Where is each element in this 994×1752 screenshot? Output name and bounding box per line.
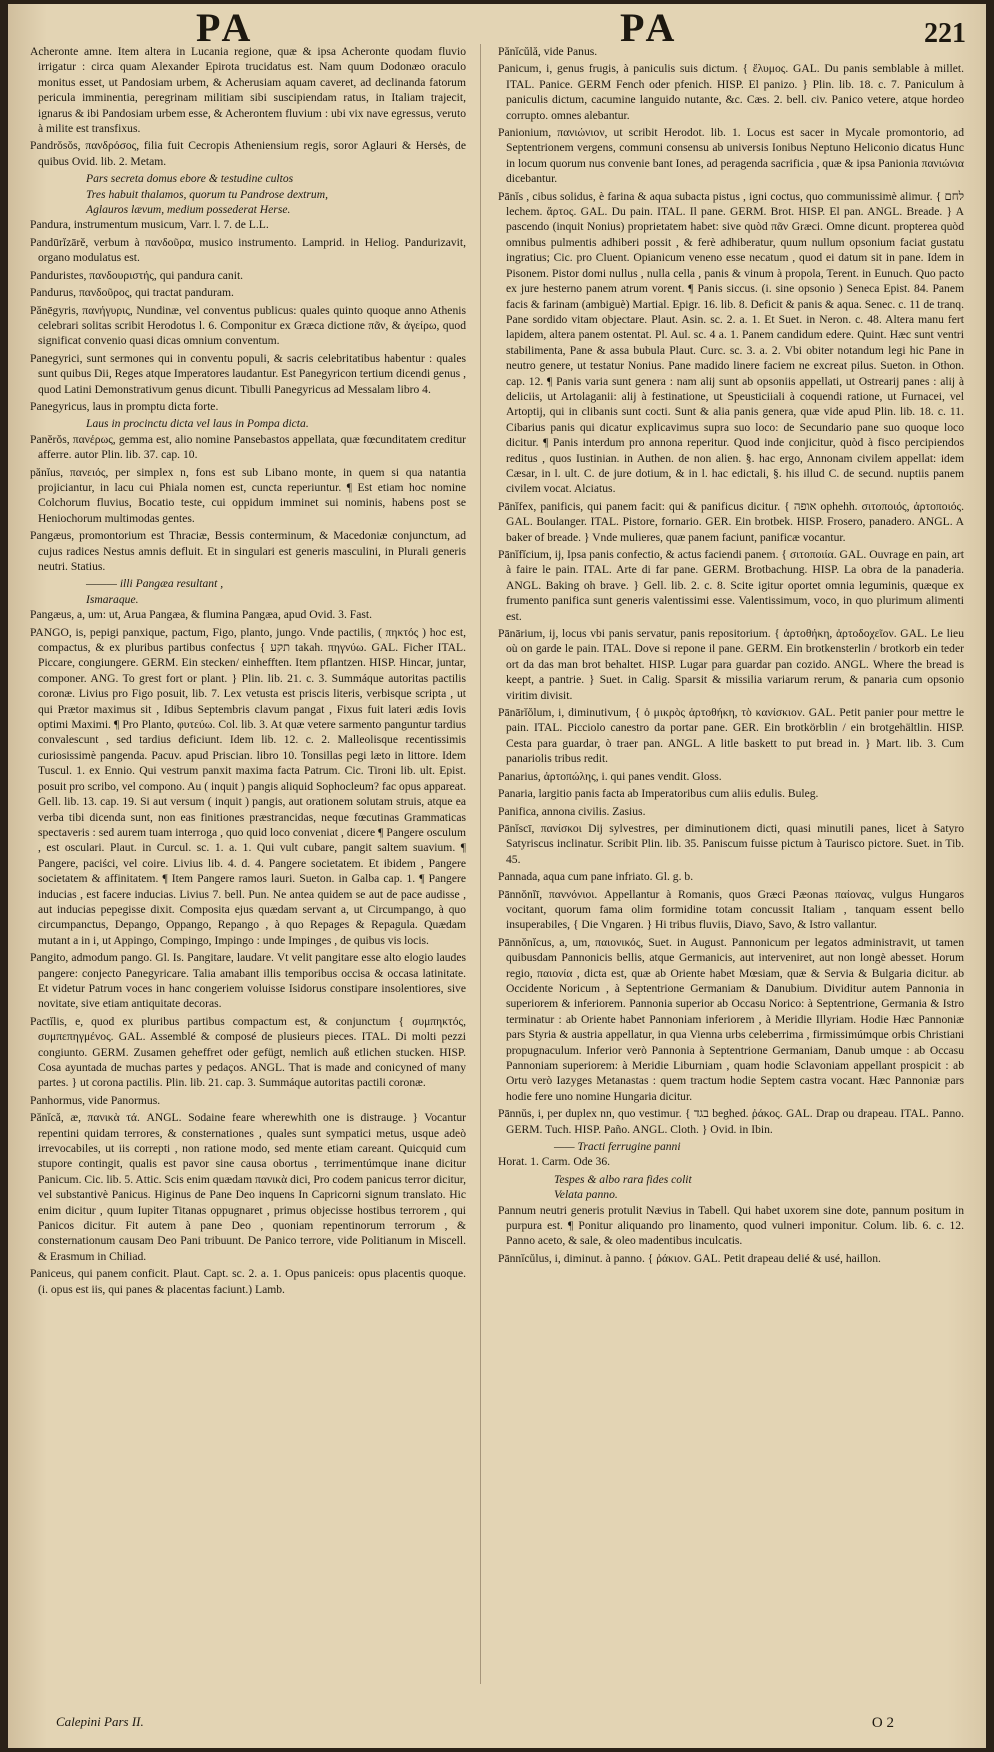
dictionary-entry: Pannada, aqua cum pane infriato. Gl. g. b.: [498, 870, 694, 884]
dictionary-entry: Pānnŭs, i, per duplex nn, quo vestimur. { בגד beghed. ῥάκος. GAL. Drap ou drapeau. ITAL. Panno. GERM. Tuch. HISP. Paño. ANGL. Cloth. } Ovid. in Ibin.: [498, 1107, 964, 1136]
dictionary-entry: Pandūrĭzārĕ, verbum à πανδοῦρα, musico instrumento. Lamprid. in Heliog. Pandurizavit, organo modulatus est.: [30, 235, 466, 265]
dictionary-entry: Pānĭfĭcium, ij, Ipsa panis confectio, & actus faciendi panem. { σιτοποιία. GAL. Ouvrage en pain, art à faire le pain. ITAL. Arte di far pane. GERM. Brotbachung. HISP. La obra de la panaderia. ANGL. Baking oh brave. } Gell. lib. 2. c. 8. Scite igitur oportet omnia leguminis, quæque ex frumento panifica sunt generis valentissimi esse. Valentissimum, voco, in quo plurimum alimenti est.: [498, 548, 964, 623]
dictionary-entry: Pānārium, ij, locus vbi panis servatur, panis repositorium. { ἀρτοθήκη, ἀρτοδοχεῖον. GAL. Le lieu où on garde le pain. ITAL. Dove si repone il pane. GERM. Ein brotkensterlin / brotkorb ein teder ort da das man brot behaltet. HISP. Lugar para guardar pan cozido. ANGL. Where the bread is keept, a pantrie. } Suet. in Calig. Sparsit & missilia variarum rerum, & panaria cum opsonio viritim divisit.: [498, 627, 964, 702]
dictionary-entry: Panarius, ἀρτοπώλης, i. qui panes vendit. Gloss.: [498, 769, 722, 783]
dictionary-entry: Pānĭscī, πανίσκοι Dij sylvestres, per diminutionem dicti, quasi minutili panes, licet à Satyro Satyriscus inclinatur. Scribit Plin. lib. 35. Paniscum fuisse pictum à Taurisco pictore. Suet. in Tib. 45.: [498, 821, 964, 866]
dictionary-entry: Panegyrici, sunt sermones qui in conventu populi, & sacris celebritatibus habentur : quales sunt quibus Dii, Reges atque Imperatores laudantur. Est Panegyricon tertium dicendi genus , quod Latini Demonstrativum genus dicunt. Tibulli Panegyricus ad Messalam libro 4.: [30, 351, 466, 396]
dictionary-entry: Pactĭlis, e, quod ex pluribus partibus compactum est, & conjunctum { συμπηκτός, συμπεπηγμένος. GAL. Assemblé & composé de plusieurs pieces. ITAL. Di molti pezzi congiunto. GERM. Zusamen geheffret oder gefügt, nemlich auß etlichen stucken. HISP. Cosa ayuntada de muchas partes y pedaços. ANGL. That is made and conicyned of many partes. } ut corona pactilis. Plin. lib. 21. cap. 3. Summáque autoritas pactili coronæ.: [30, 1014, 466, 1090]
page-number: 221: [924, 18, 966, 49]
running-head-right: PA: [620, 5, 679, 50]
running-head: [8, 4, 986, 50]
verse-quotation: Laus in procinctu dicta vel laus in Pompa dicta.: [86, 417, 309, 431]
dictionary-entry: Horat. 1. Carm. Ode 36.: [498, 1155, 611, 1169]
verse-quotation: Ismaraque.: [86, 592, 139, 606]
dictionary-entry: Pangæus, promontorium est Thraciæ, Bessis conterminum, & Macedoniæ conjunctum, ad cujus radices Nestus amnis defluit. Et in singulari est generis masculini, in Plurali generis neutri. Statius.: [30, 529, 466, 573]
dictionary-page: [8, 4, 986, 1748]
column-divider: [480, 44, 481, 1684]
dictionary-entry: Pandrŏsŏs, πανδρόσος, filia fuit Cecropis Atheniensium regis, soror Aglauri & Hersės, de quibus Ovid. lib. 2. Metam.: [30, 139, 466, 168]
dictionary-entry: Panifica, annona civilis. Zasius.: [498, 804, 646, 818]
dictionary-entry: Pănĭcŭlă, vide Panus.: [498, 45, 598, 58]
dictionary-entry: Panicum, i, genus frugis, à paniculis suis dictum. { ἔλυμος. GAL. Du panis semblable à millet. ITAL. Panice. GERM Fench oder pfenich. HISP. El panizo. } Plin. lib. 18. c. 7. Paniculum à paniculis dictum, cacumine languido nutante, &c. Cæs. 2. bell. civ. Panico vetere, atque hordeo corrupto. omnes alebantur.: [498, 62, 964, 122]
dictionary-entry: Panegyricus, laus in promptu dicta forte.: [30, 399, 219, 413]
dictionary-entry: Panionium, πανιώνιον, ut scribit Herodot. lib. 1. Locus est sacer in Mycale promontorio, ad Septentrionem vergens, communi consensu ab universis Ionibus Neptuno Heliconio dicatus Hunc in locum quorum nus convenie bant Iones, ad peragenda sacrificia , quæ & ipsa Panionia πανιώνια dicebantur.: [498, 126, 964, 186]
dictionary-entry: Pānnŏnĭcus, a, um, παιονικός, Suet. in August. Pannonicum per legatos administravit, ut tamen quibusdam Pannonicis bellis, atque Germanicis, aut interveniret, aut non longè abesset. Horum regio, παιονία , dicta est, quæ ab Oriente habet Mœsiam, quæ & Servia & Bulgaria dicitur. ab Occidente Noricum , à Septentrione Germaniam & Danubium. Dividitur autem Pannonia in superiorem & inferiorem. Pannonia superior ab Occasu Norico: à Septentrione, Germania & Istro terminatur : ab Oriente habet Pannoniam inferiorem , à Meridie Illyriam. Hodie Hæc Pannoniæ pars Styria & austria appellatur, in qua Vienna urbs celeberrima , firmissimúmque orbis Christiani propugnaculum. Inferior verò Pannonia à Septentrione Germaniam, Danub umque : ab Occasu Pannoniam superiorem: à Meridie Liburniam , quam hodie Sclavoniam appellant prospicit : ab Ortu verò Iazyges Metanastas : quem tractum hodie Septem castra vocant. Hæc Pannoniæ pars hodie fere uno nomine Hungaria dicitur.: [498, 935, 964, 1103]
dictionary-entry: Acheronte amne. Item altera in Lucania regione, quæ & ipsa Acheronte quodam fluvio irrigatur : circa quam Alexander Epirota trucidatus est. Nam quum Dodonæo oraculo monitus esset, ut Pandosiam urbem, & Acherusiam aquam caveret, ad declinanda fatorum pericula imminentia, peregrinam militiam sibi suscipiendam ratus, in Italiam trajecit, ignarus & ibi Pandosiam urbem esse, & Acherontem fluvium : ubi vix nave egressus, veruto à milite est transfixus.: [30, 45, 466, 136]
dictionary-entry: Pandurus, πανδοῦρος, qui tractat panduram.: [30, 286, 234, 300]
verse-quotation: ——— illi Pangæa resultant ,: [86, 577, 224, 591]
dictionary-entry: Pănĭcă, æ, πανικὰ τά. ANGL. Sodaine feare wherewhith one is distrauge. } Vocantur repentini quidam terrores, & consternationes , quales sunt sympatici metus, usque adeò irrevocabiles, ut iis correpti , non ratione modo, sed mente etiam careant. Quicquid cum stupore contingit, qualis est pavor sine causa obortus , terrimentúmque inane dicitur Panicum. Cic. lib. 5. Attic. Scis enim quædam πανικὰ dici, Pro codem panicus terror dicitur, vel substantivè Panicus. Higinus de Pane Deo inquens In Capricorni signum translato. Hic enim dicitur , quum Iupiter Titanas oppugnaret , primus objecisse hostibus terrorem , qui Panicos dicitur. Fit autem à pane Deo , quoniam repentinorum terrorum , & consternationum causam Deo Pani tribuunt. De Panico terrore, vide Politianum in Miscell. & Erasmum in Chiliad.: [30, 1111, 466, 1263]
dictionary-entry: Pandura, instrumentum musicum, Varr. l. 7. de L.L.: [30, 218, 269, 232]
left-column: [30, 44, 466, 1694]
dictionary-entry: Pangæus, a, um: ut, Arua Pangæa, & flumina Pangæa, apud Ovid. 3. Fast.: [30, 608, 372, 622]
running-head-left: PA: [196, 5, 255, 50]
right-column: [498, 44, 964, 1694]
dictionary-entry: Panĕrŏs, πανέρως, gemma est, alio nomine Pansebastos appellata, quæ fœcunditatem creditur afferre. autor Plin. lib. 37. cap. 10.: [30, 432, 466, 462]
printer-signature-left: Calepini Pars II.: [56, 1714, 144, 1729]
dictionary-entry: Panhormus, vide Panormus.: [30, 1093, 161, 1107]
verse-quotation: —— Tracti ferrugine panni: [554, 1140, 681, 1154]
dictionary-entry: PANGO, is, pepigi panxique, pactum, Figo, planto, jungo. Vnde pactilis, ( πηκτός ) hoc est, compactus, & ex pluribus partibus confectus { תקע takah. πηγνύω. GAL. Ficher ITAL. Piccare, congiungere. GERM. Ein stecken/ einhefften. Item pflantzen. HISP. Hincar, juntar, componer. ANG. To grest fort or plant. } Plin. lib. 21. c. 3. Summáque autoritas pactilis coronæ. Livius pro Figo posuit, lib. 7. Lex vetusta est priscis literis, verbisque scripta , ut qui Prætor maximus sit , Idibus Septembris clavum pangat , Fixus fuit lateri ædis Iovis optimi Maximi. ¶ Pro Planto, φυτεύω. Col. lib. 3. At quæ vetere sarmento panguntur tardius convalescunt , sed tardius deficiunt. Idem lib. 12. c. 2. Malleolisque recentissimis curiosissimè pangenda. Pacuv. apud Priscian. libro 10. Tonsillas pegi læto in littore. Idem Tuscul. 1. ex Ennio. Qui vestrum panxit maxima facta Patrum. Cic. Tironi lib. ult. Epist. posuit pro scribo, vel compono. Au ( inquit ) pangis aliquid Sophocleum? fac opus appareat. Gell. lib. 13. cap. 19. Si aut versum ( inquit ) pangis, aut orationem solutam struis, atque ea verba tibi dicenda sunt, non eas finitiones præstrancidas, neque fœcutinas Grammaticas spectaveris : sed aurem tuam interroga , quo quid loco conveniat , dicere ¶ Pangere osculum , est osculari. Plaut. in Curcul. sc. 1. a. 1. Qui vult cubare, pangit saltem suavium. ¶ Pangere, paciści, vel coire. Livius lib. 4. d. 4. Pangere societatem. Et ibidem , Pangere societatem & affinitatem. ¶ Item Pangere ramos lauri. Sueton. in Galba cap. 1. ¶ Pangere inducias , est facere inducias. Livius 7. bell. Pun. Ne antea quidem se aut de pace audisse , aut inducias pepegisse dixit. Composita ejus quædam servant a, ut Circumpango, à quo circumpanctus, Depango, Oppango, Repango , à quo Repages & Repagula. Quædam mutant a in i, ut Appingo, Compingo, Impingo : unde Impinges , de quibus vis locis.: [30, 625, 466, 947]
dictionary-entry: Panaria, largitio panis facta ab Imperatoribus cum aliis edulis. Buleg.: [498, 787, 819, 801]
verse-quotation: Tres habuit thalamos, quorum tu Pandrose dextrum,: [86, 187, 328, 201]
verse-quotation: Velata panno.: [554, 1188, 618, 1202]
verse-quotation: Pars secreta domus ebore & testudine cultos: [86, 172, 294, 186]
verse-quotation: Aglauros lævum, medium possederat Herse.: [86, 203, 291, 217]
dictionary-entry: Pānĭfex, panificis, qui panem facit: qui & panificus dicitur. { אופה ophehh. σιτοποιός, ἀρτοποιός. GAL. Boulanger. ITAL. Pistore, fornario. GER. Ein brotbek. HISP. Frosero, panadero. ANGL. A baker of breade. } Vnde mulieres, quæ panem faciunt, panificæ vocantur.: [498, 499, 964, 544]
verse-quotation: Tespes & albo rara fides colit: [554, 1172, 692, 1186]
dictionary-entry: Pānĭs , cibus solidus, è farina & aqua subacta pistus , igni coctus, quo communissimè alimur. { לחם lechem. ἄρτος. GAL. Du pain. ITAL. Il pane. GERM. Brot. HISP. El pan. ANGL. Breade. } A pascendo (inquit Nonius) proprietatem habet: sive quòd πᾶν Græci. Omne dicunt. propterea quòd omnibus pulmentis adhiberi possit , & ferè adhiberatur, quum nullum opsonium faciat gustatu ingratius; Cic. pro Cluent. Opianicum veneno esse necatum , quod ei datum sit in pane. Idem in Pisonem. Pistor domi nullus , nulla cella , panis & vinum à propola, Terent. in Eunuch. Quo pacto ex jure hesterno panem atrum vorent. ¶ Panis siccus. (i. sine opsonio ) Seneca Epist. 84. Panem facis & farinam (ambiguè) Martial. Epigr. 16. lib. 8. Deficit & panis & aqua. Senec. c. 11 de tranq. Pane sordido vitam objectare. Plaut. Asin. sc. 2. a. 1. Et Suet. in Neron. c. 48. Altera manu fert lapidem, altera panem ostentat. Pl. Aul. sc. 4 a. 1. Panem candidum edere. Quint. Hæc sunt ventri stabilimenta, Pane & assa bubula Plaut. Curc. sc. 3. a. 2. Vbi obiter notandum legi hic Pane in neutro genere, ut testatur Nonius. Pane madido linere faciem ne excreat pilus. Sueton. in Othon. cap. 12. ¶ Panis varia sunt genera : nam alij sunt ab opsoniis appellati, ut Ostrearij panes : alij à deliciis, ut Artolaganii: alij à festinatione, ut Speusticiiali à coquendi ratione, ut Furnacei, vel Artoptij, qui in clibanis sunt cocti. Sunt & alia panis genera, quæ vide apud Plin. lib. 18. c. 11. Cibarius panis qui dicatur explicavimus supra suo loco: de Secundario pane suo quoque loco dicitur. ¶ Panis interdum pro annona reperitur. Quod inde conjicitur, quòd à fisco percipiendos reditus , quos Iustinian. in Authen. de non alien. §. hac ergo, Annonam civilem appellat: idem Cæsar, in l. ult. C. de jure dotium, & in l. hac edictali, §. his illud C. de secund. nuptiis panem civilem vocat. Alciatus.: [498, 189, 964, 496]
dictionary-entry: Pānnŏnĭī, παννόνιοι. Appellantur à Romanis, quos Græci Pæonas παίονας, vulgus Hungaros vocitant, quorum fama olim formidine totam concussit Italiam , tanquam essent bello insuperabiles, { Die Vngaren. } Hi tribus fluviis, Diavo, Savo, & Istro vallantur.: [498, 887, 964, 932]
dictionary-entry: Pānnĭcŭlus, i, diminut. à panno. { ῥάκιον. GAL. Petit drapeau delié & usé, haillon.: [498, 1251, 881, 1265]
dictionary-entry: Pannum neutri generis protulit Nævius in Tabell. Qui habet uxorem sine dote, pannum positum in purpura est. ¶ Ponitur aliquando pro linamento, quod vulneri imponitur. Colum. lib. 6. c. 12. Panno aceto, & sale, & oleo madentibus inculcatis.: [498, 1203, 964, 1248]
printer-signature-right: O 2: [871, 1715, 894, 1731]
dictionary-entry: Pānārĭŏlum, i, diminutivum, { ὁ μικρὸς ἀρτοθήκη, τὸ κανίσκιον. GAL. Petit panier pour mettre le pain. ITAL. Picciolo canestro da portar pane. GER. Ein brotkörblin / ein brotgehältlin. HISP. Cesta para guardar, ò traer pan. ANGL. A litle baskett to put bread in. } Mart. lib. 3. Cum panariolis tribus redit.: [498, 706, 964, 766]
dictionary-entry: Paniceus, qui panem conficit. Plaut. Capt. sc. 2. a. 1. Opus paniceis: opus placentis quoque. (i. opus est iis, qui panes & placentas faciunt.) Lamb.: [30, 1267, 466, 1296]
dictionary-entry: Panduristes, πανδουριστής, qui pandura canit.: [30, 268, 244, 282]
dictionary-entry: pănĭus, πανειός, per simplex n, fons est sub Libano monte, in quem si qua natantia projiciantur, in lacu cui Phiala nomen est, cuncta reperiuntur. ¶ Est etiam hoc nomine Colchorum fluvius, Bocatio teste, cui oppidum imminet sui nominis, habens post se Heniochorum multimodas gentes.: [30, 465, 466, 525]
dictionary-entry: Pănēgyris, πανήγυρις, Nundinæ, vel conventus publicus: quales quinto quoque anno Athenis celebrari solitas scribit Herodotus l. 6. Componitur ex Græca dictione πᾶν, & ἀγείρω, quod significat convenio quasi dicas omnium conventum.: [30, 303, 466, 348]
dictionary-entry: Pangito, admodum pango. Gl. Is. Pangitare, laudare. Vt velit pangitare esse alto elogio laudes pangere: conjecto Panegyricare. Talia amabant illis temporibus occisa & occasa latinitate. Et videtur Patrum voces in hanc congeriem voluisse Isidorus constipare insolentiores, sive novitate, sive etiam antiquitate decoras.: [30, 951, 466, 1011]
